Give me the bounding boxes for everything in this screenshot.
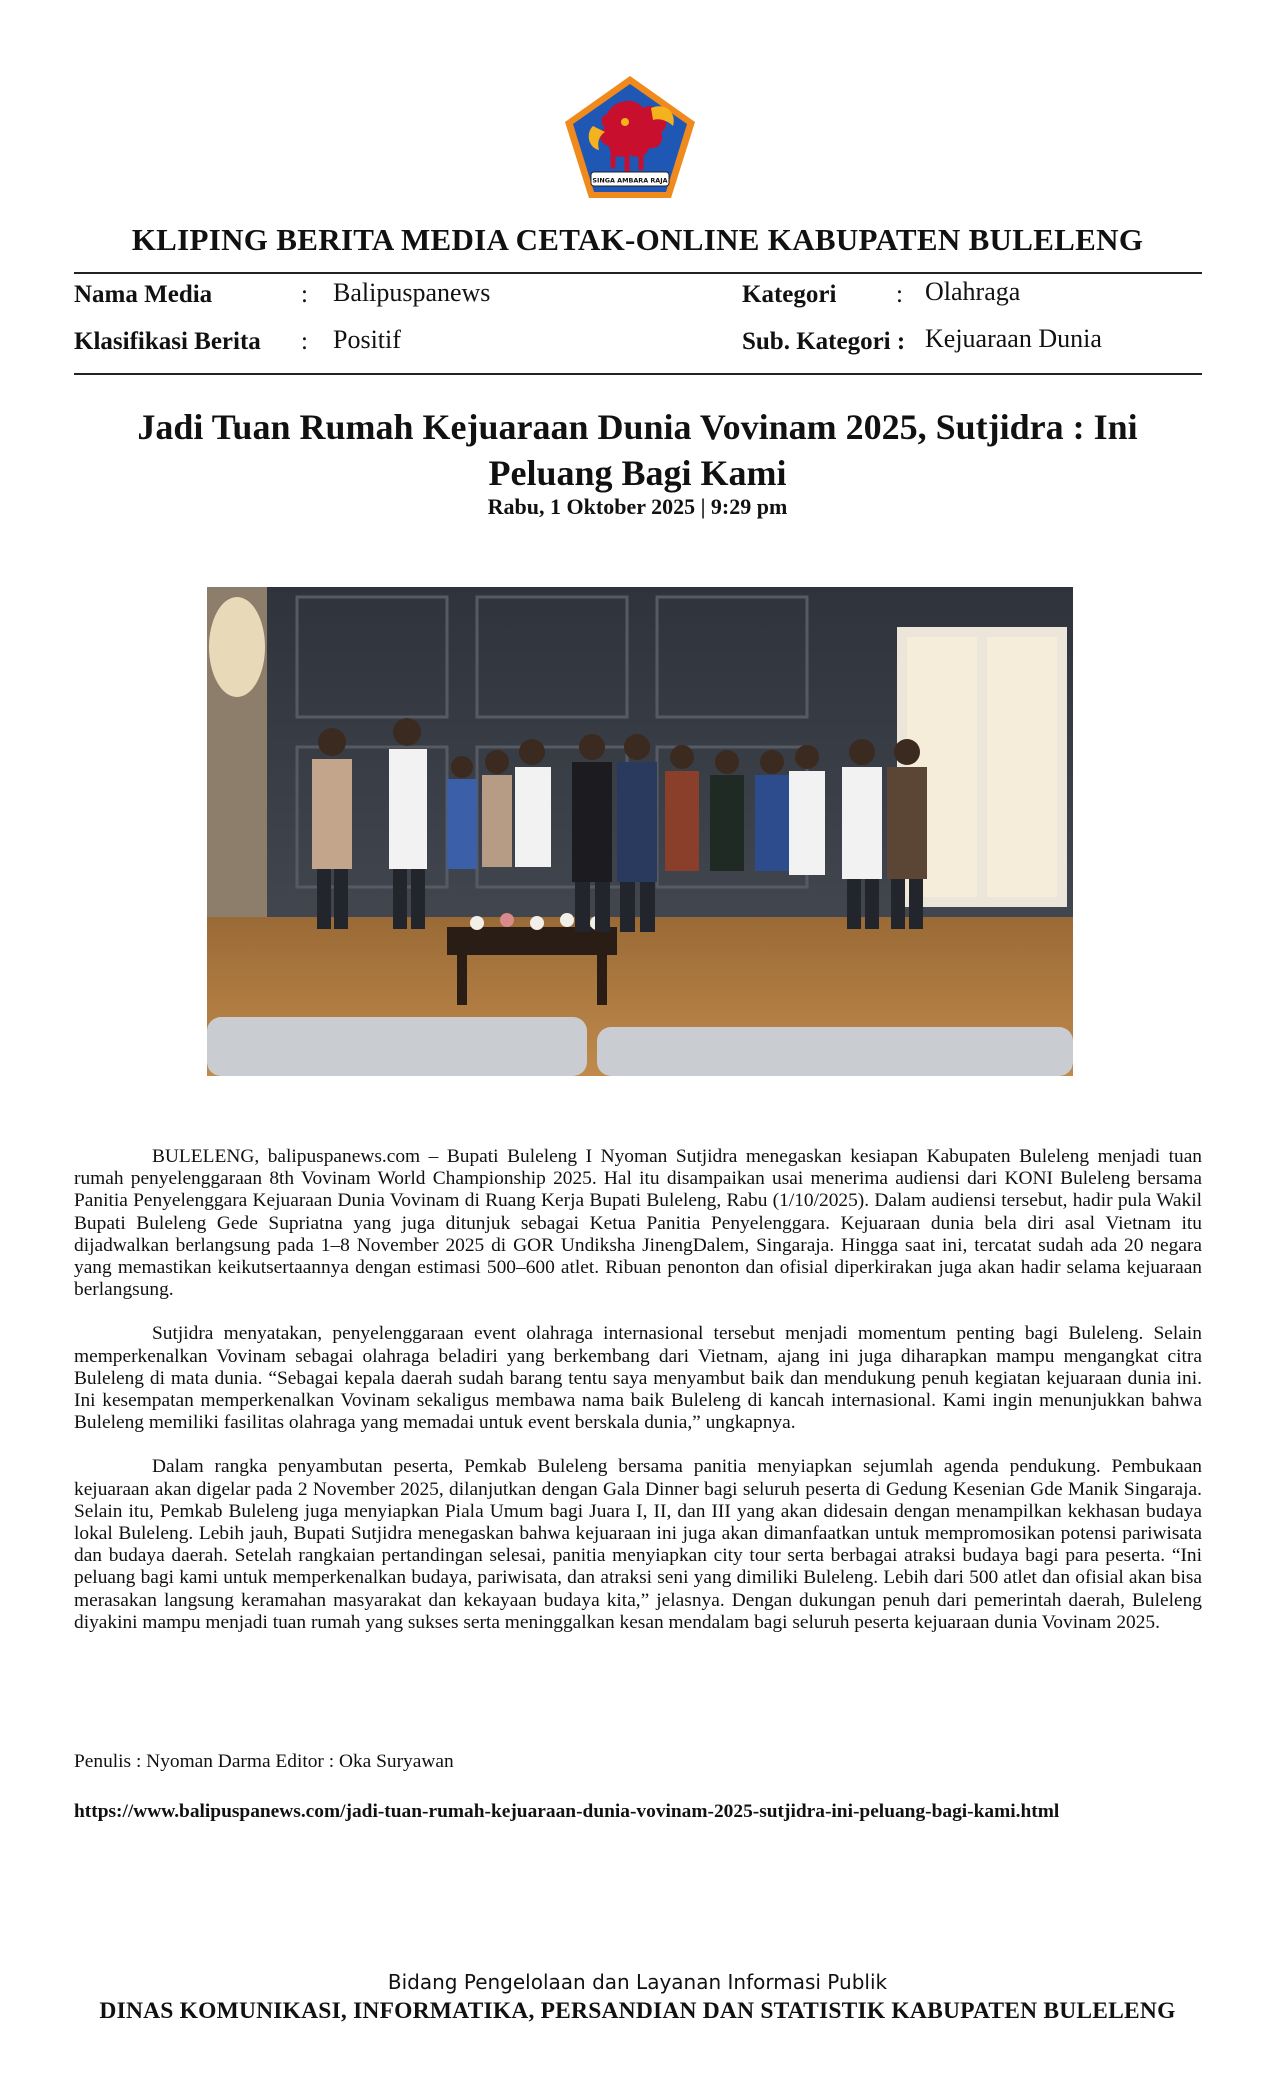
sub-category-value: Kejuaraan Dunia bbox=[925, 324, 1102, 353]
article-paragraph: Dalam rangka penyambutan peserta, Pemkab Buleleng bersama panitia menyiapkan sejumlah agenda pendukung. Pembukaan kejuaraan akan digelar pada 2 November 2025, dilanjutkan dengan Gala Dinner bagi seluruh peserta di Gedung Kesenian Gde Manik Singaraja. Selain itu, Pemkab Buleleng juga menyiapkan Piala Umum bagi Juara I, II, dan III yang akan didesain dengan menampilkan kekhasan budaya lokal Buleleng. Lebih jauh, Bupati Sutjidra menegaskan bahwa kejuaraan ini juga akan dimanfaatkan untuk mempromosikan potensi pariwisata dan budaya daerah. Setelah rangkaian pertandingan selesai, panitia menyiapkan city tour serta berbagai atraksi budaya bagi para peserta. “Ini peluang bagi kami untuk memperkenalkan budaya, pariwisata, dan atraksi seni yang dimiliki Buleleng. Lebih dari 500 atlet dan ofisial akan bisa merasakan langsung keramahan masyarakat dan kekayaan budaya kita,” jelasnya. Dengan dukungan penuh dari pemerintah daerah, Buleleng diyakini mampu menjadi tuan rumah yang sukses serta meninggalkan kesan mendalam bagi seluruh peserta kejuaraan dunia Vovinam 2025. bbox=[74, 1456, 1202, 1633]
header-divider-bottom bbox=[74, 373, 1202, 375]
article-body bbox=[74, 1146, 1202, 1656]
article-date: Rabu, 1 Oktober 2025 | 9:29 pm bbox=[487, 494, 788, 519]
logo-motto: SINGA AMBARA RAJA bbox=[592, 176, 668, 185]
buleleng-crest-logo bbox=[563, 74, 697, 200]
article-photo bbox=[207, 587, 1073, 1076]
source-url[interactable]: https://www.balipuspanews.com/jadi-tuan-rumah-kejuaraan-dunia-vovinam-2025-sutjidra-ini-peluang-bagi-kami.html bbox=[74, 1801, 1060, 1822]
article-title: Jadi Tuan Rumah Kejuaraan Dunia Vovinam 2025, Sutjidra : Ini Peluang Bagi Kami bbox=[137, 407, 1138, 493]
category-value: Olahraga bbox=[925, 277, 1021, 306]
news-classification-label: Klasifikasi Berita bbox=[74, 328, 261, 355]
footer-division: Bidang Pengelolaan dan Layanan Informasi Publik bbox=[387, 1970, 888, 1994]
footer-agency: DINAS KOMUNIKASI, INFORMATIKA, PERSANDIAN DAN STATISTIK KABUPATEN BULELENG bbox=[99, 1998, 1176, 2024]
header-divider-top bbox=[74, 272, 1202, 274]
article-paragraph: Sutjidra menyatakan, penyelenggaraan event olahraga internasional tersebut menjadi momentum penting bagi Buleleng. Selain memperkenalkan Vovinam sebagai olahraga beladiri yang berkembang dari Vietnam, ajang ini juga diharapkan mampu mengangkat citra Buleleng di mata dunia. “Sebagai kepala daerah sudah barang tentu saya menyambut baik dan mendukung penuh kegiatan kejuaraan dunia ini. Ini kesempatan memperkenalkan Vovinam sekaligus membawa nama baik Buleleng di kancah internasional. Kami ingin menunjukkan bahwa Buleleng memiliki fasilitas olahraga yang memadai untuk event berskala dunia,” ungkapnya. bbox=[74, 1323, 1202, 1434]
media-name-colon: : bbox=[301, 281, 308, 308]
news-classification-colon: : bbox=[301, 328, 308, 355]
article-paragraph: BULELENG, balipuspanews.com – Bupati Buleleng I Nyoman Sutjidra menegaskan kesiapan Kabupaten Buleleng menjadi tuan rumah penyelenggaraan 8th Vovinam World Championship 2025. Hal itu disampaikan usai menerima audiensi dari KONI Buleleng bersama Panitia Penyelenggara Kejuaraan Dunia Vovinam di Ruang Kerja Bupati Buleleng, Rabu (1/10/2025). Dalam audiensi tersebut, hadir pula Wakil Bupati Buleleng Gede Supriatna yang juga ditunjuk sebagai Ketua Panitia Penyelenggara. Kejuaraan dunia bela diri asal Vietnam itu dijadwalkan berlangsung pada 1–8 November 2025 di GOR Undiksha JinengDalem, Singaraja. Hingga saat ini, tercatat sudah ada 20 negara yang memastikan keikutsertaannya dengan estimasi 500–600 atlet. Ribuan penonton dan ofisial diperkirakan juga akan hadir selama kejuaraan berlangsung. bbox=[74, 1146, 1202, 1301]
author-editor-credits: Penulis : Nyoman Darma Editor : Oka Suryawan bbox=[74, 1751, 454, 1772]
media-name-label: Nama Media bbox=[74, 281, 213, 308]
news-classification-value: Positif bbox=[333, 325, 401, 354]
category-label: Kategori bbox=[742, 281, 837, 308]
category-colon: : bbox=[896, 281, 903, 308]
clipping-header-title: KLIPING BERITA MEDIA CETAK-ONLINE KABUPATEN BULELENG bbox=[131, 222, 1144, 257]
media-name-value: Balipuspanews bbox=[333, 278, 491, 307]
sub-category-label: Sub. Kategori : bbox=[742, 328, 906, 355]
